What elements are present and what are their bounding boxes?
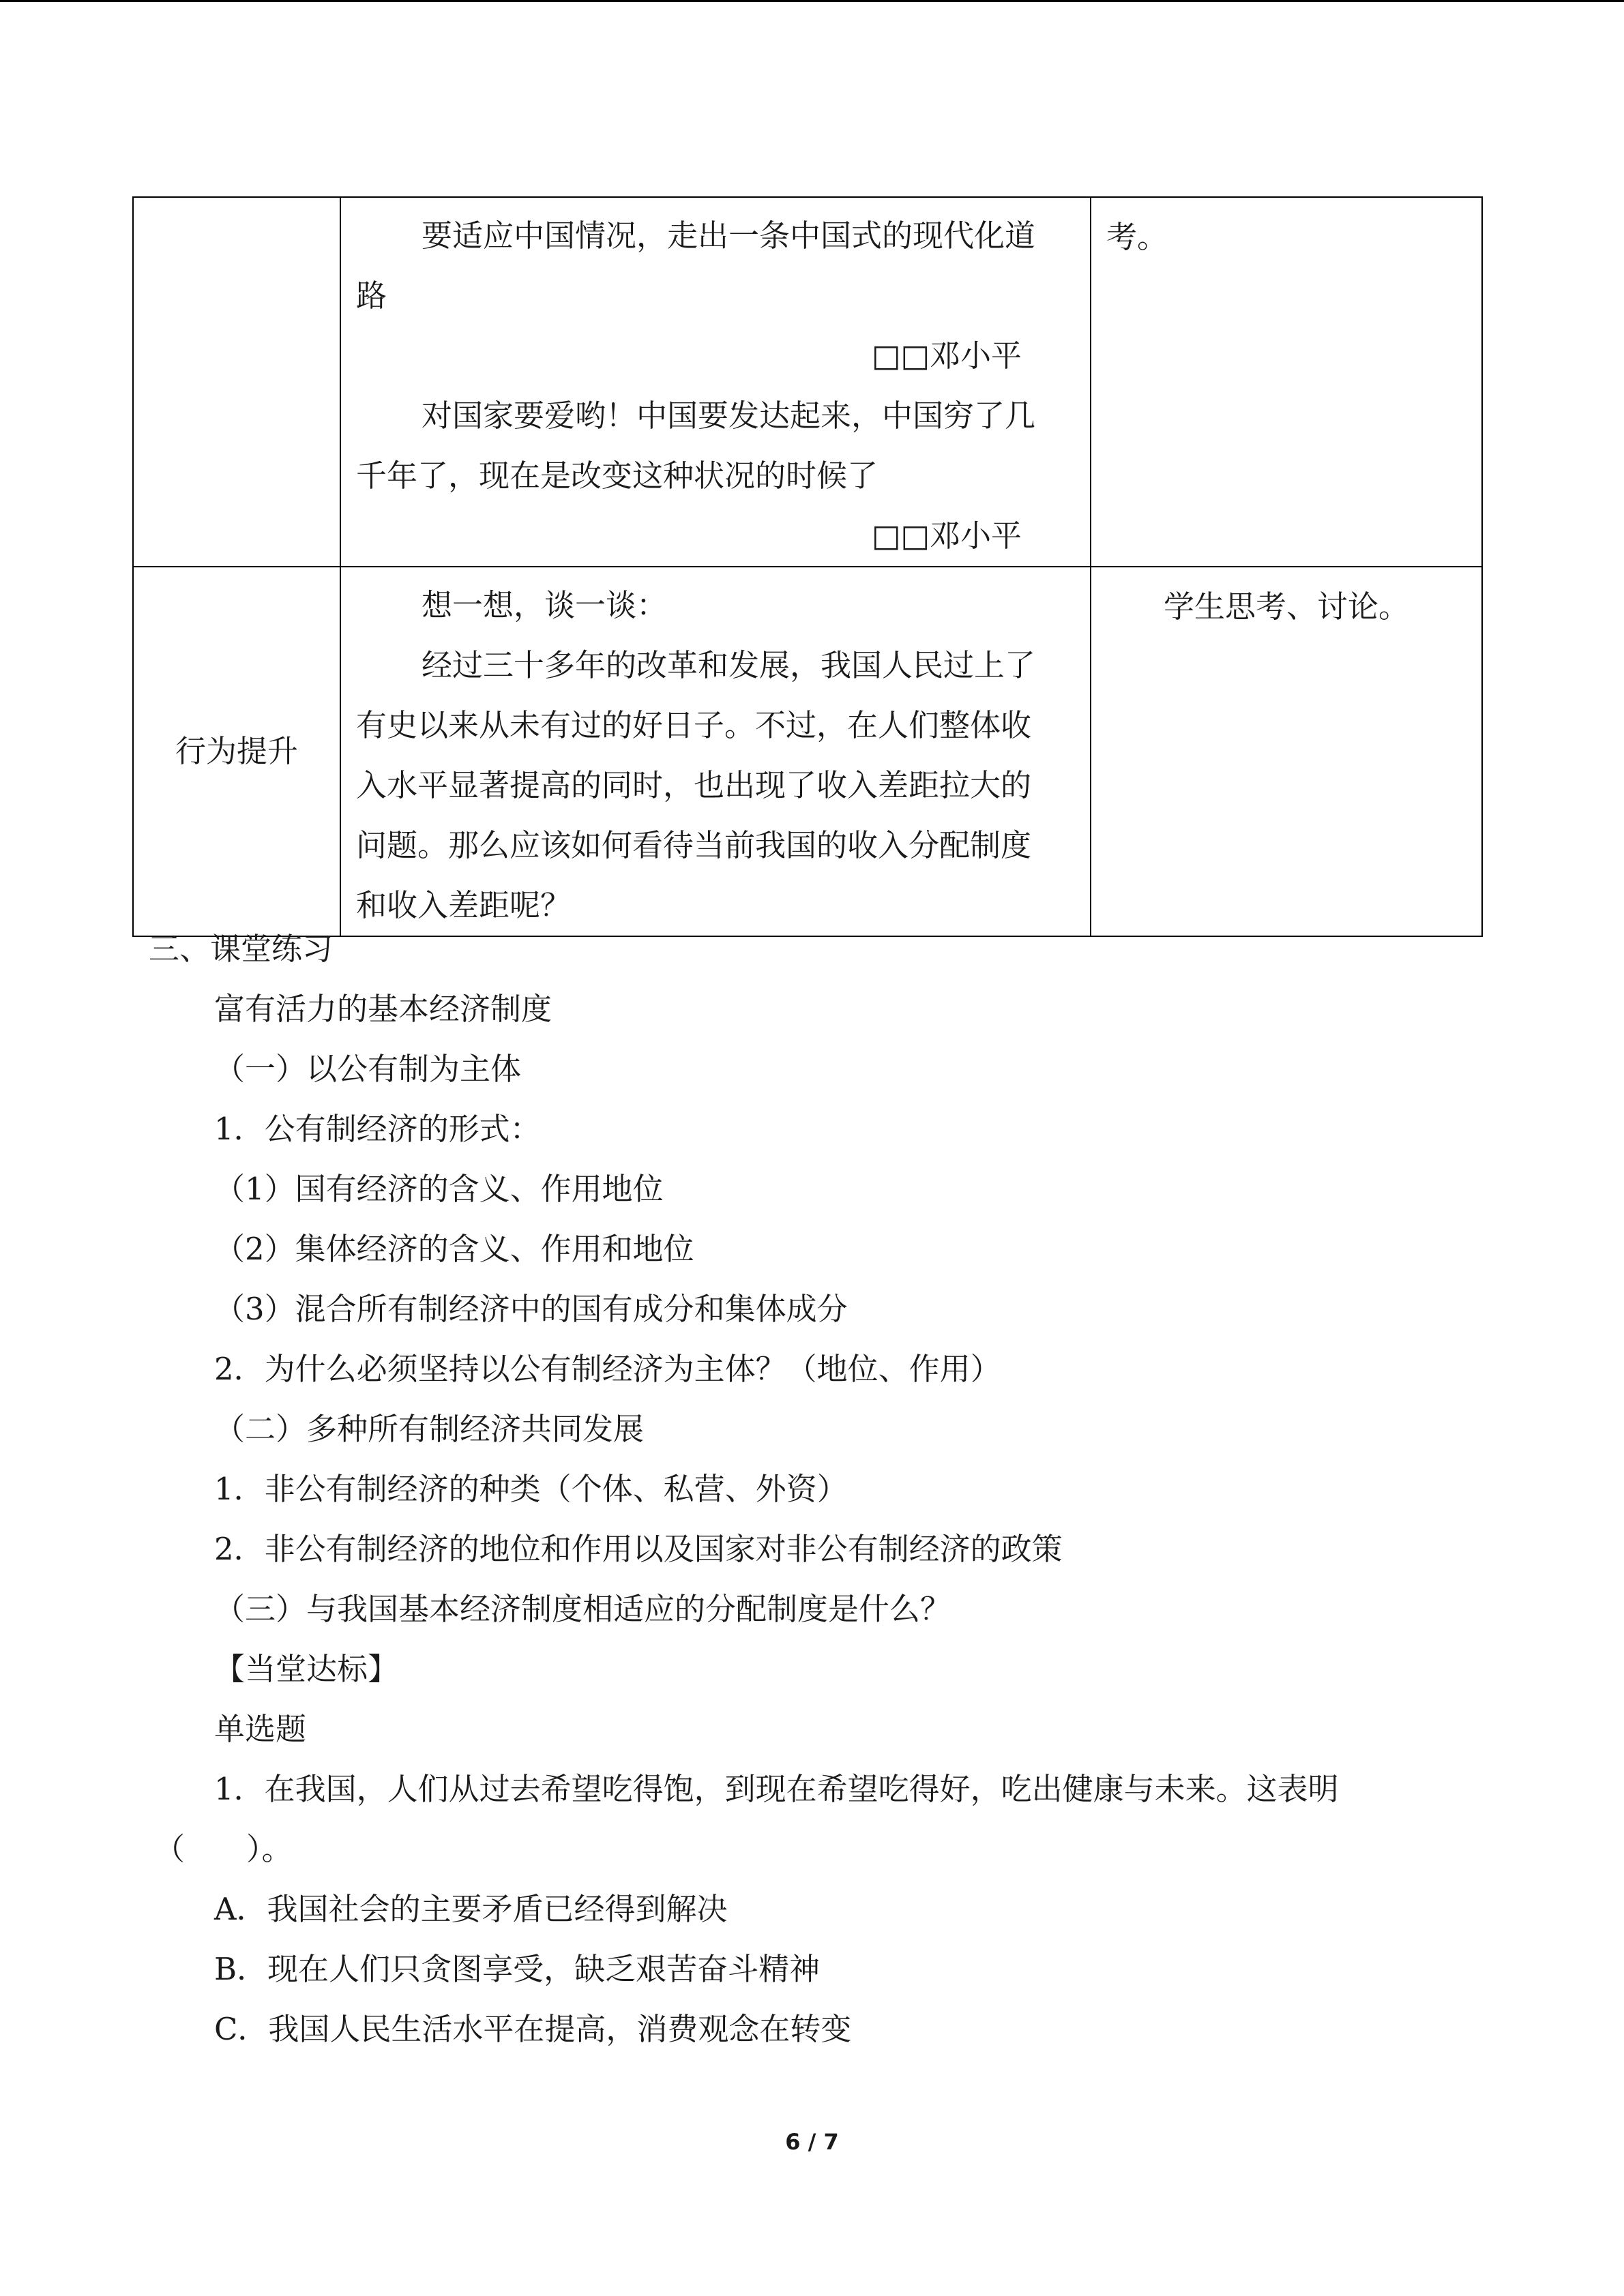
question-blank: （ ）。 [154,1831,293,1867]
discussion-line: 经过三十多年的改革和发展，我国人民过上了 [422,647,1036,683]
page-number: 6 / 7 [785,2129,839,2155]
list-item: （1）国有经济的含义、作用地位 [214,1171,664,1207]
subheading: （一）以公有制为主体 [214,1051,522,1087]
top-border [0,0,1624,2]
quote-attribution: □□邓小平 [871,338,1022,374]
list-item: （2）集体经济的含义、作用和地位 [214,1231,694,1267]
discussion-line: 入水平显著提高的同时，也出现了收入差距拉大的 [356,767,1032,803]
list-item: 1．公有制经济的形式： [214,1111,541,1147]
topic-title: 富有活力的基本经济制度 [214,991,552,1027]
quote-attribution: □□邓小平 [871,518,1022,554]
option-b: B．现在人们只贪图享受，缺乏艰苦奋斗精神 [214,1951,821,1987]
stage-label: 行为提升 [175,732,298,769]
activity-cell [340,197,1091,567]
list-item: 1．非公有制经济的种类（个体、私营、外资） [214,1471,848,1507]
stage-cell [133,197,340,567]
subheading: （二）多种所有制经济共同发展 [214,1411,645,1447]
quote-line: 路 [356,278,387,314]
question-type: 单选题 [214,1711,307,1747]
lesson-table [132,196,1483,937]
note-cell [1091,567,1482,936]
subheading: （三）与我国基本经济制度相适应的分配制度是什么？ [214,1591,951,1627]
stage-cell [133,567,340,936]
table-row [133,197,1482,567]
quote-line: 要适应中国情况，走出一条中国式的现代化道 [422,218,1036,254]
list-item: 2．为什么必须坚持以公有制经济为主体？（地位、作用） [214,1351,1001,1387]
list-item: （3）混合所有制经济中的国有成分和集体成分 [214,1291,848,1327]
quote-line: 对国家要爱哟！中国要发达起来，中国穷了几 [422,398,1036,434]
discussion-line: 有史以来从未有过的好日子。不过，在人们整体收 [356,707,1032,743]
list-item: 2．非公有制经济的地位和作用以及国家对非公有制经济的政策 [214,1531,1063,1567]
discussion-line: 和收入差距呢？ [356,887,572,923]
quote-line: 千年了，现在是改变这种状况的时候了 [356,458,879,494]
section-heading: 三、课堂练习 [149,931,334,967]
discussion-prompt: 想一想，谈一谈： [422,587,668,623]
table-row [133,567,1482,936]
student-note: 考。 [1106,219,1168,255]
discussion-line: 问题。那么应该如何看待当前我国的收入分配制度 [356,827,1032,863]
option-c: C．我国人民生活水平在提高，消费观念在转变 [214,2011,852,2047]
option-a: A．我国社会的主要矛盾已经得到解决 [214,1891,728,1927]
student-note: 学生思考、讨论。 [1163,588,1409,625]
activity-cell [340,567,1091,936]
note-cell [1091,197,1482,567]
question-text: 1．在我国，人们从过去希望吃得饱，到现在希望吃得好，吃出健康与未来。这表明 [214,1771,1339,1807]
exercise-heading: 【当堂达标】 [214,1651,399,1687]
